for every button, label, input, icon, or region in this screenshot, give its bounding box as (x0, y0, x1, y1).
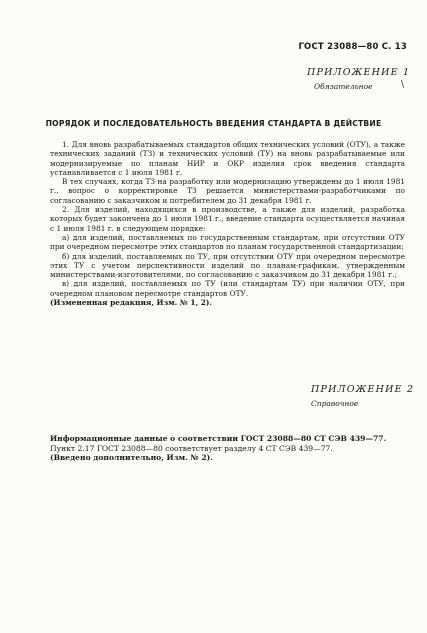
amendment-note: (Измененная редакция, Изм. № 1, 2). (50, 298, 212, 308)
appendix-1-mark: \ (401, 80, 405, 90)
paragraph-item-c: в) для изделий, поставляемых по ТУ (или стандартам ТУ) при наличии ОТУ, при очередном плановом пересмотре стандартов ОТУ. (50, 279, 405, 298)
appendix-1-title: ПРИЛОЖЕНИЕ 1 (307, 67, 411, 78)
info-line-1: Информационные данные о соответствии ГОСТ 23088—80 СТ СЭВ 439—77. (50, 434, 387, 443)
section-title: ПОРЯДОК И ПОСЛЕДОВАТЕЛЬНОСТЬ ВВЕДЕНИЯ СТАНДАРТА В ДЕЙСТВИЕ (45, 119, 382, 128)
page-header-doc-code: ГОСТ 23088—80 С. 13 (298, 42, 407, 52)
appendix-2-title: ПРИЛОЖЕНИЕ 2 (311, 384, 415, 395)
appendix-1-body (50, 140, 405, 307)
appendix-1-status: Обязательное (314, 82, 373, 91)
paragraph-item-b: б) для изделий, поставляемых по ТУ, при отсутствии ОТУ при очередном пересмотре этих ТУ с учетом перспективности изделий по планам-графикам, утвержденным министерствами-изготовителями, по согласованию с заказчиком до 31 декабря 1981 г.; (50, 251, 405, 280)
paragraph-item-a: а) для изделий, поставляемых по государственным стандартам, при отсутствии ОТУ при очередном пересмотре этих стандартов по планам государственной стандартизации; (50, 232, 405, 252)
appendix-2-body (50, 434, 410, 463)
info-line-2: Пункт 2.17 ГОСТ 23088—80 соответствует разделу 4 СТ СЭВ 439—77. (50, 443, 333, 453)
appendix-2-status: Справочное (311, 399, 359, 408)
paragraph-2: В тех случаях, когда ТЗ на разработку или модернизацию утверждены до 1 июля 1981 г., вопрос о корректировке ТЗ решается министерствами-разработчиками по согласованию с заказчиком и потребителем до 31 декабря 1981 г. (50, 177, 405, 205)
paragraph-1: 1. Для вновь разрабатываемых стандартов общих технических условий (ОТУ), а также технических заданий (ТЗ) и технических условий (ТУ) на вновь разрабатываемые или модернизируемые по планам НИР и ОКР изделия срок введения стандарта устанавливается с 1 июля 1981 г. (50, 140, 405, 177)
info-line-3: (Введено дополнительно, Изм. № 2). (50, 453, 213, 463)
paragraph-3: 2. Для изделий, находящихся в производстве, а также для изделий, разработка которых будет закончена до 1 июля 1981 г., введение стандарта осуществляется начиная с 1 июля 1981 г. в следующем порядке: (50, 205, 405, 233)
